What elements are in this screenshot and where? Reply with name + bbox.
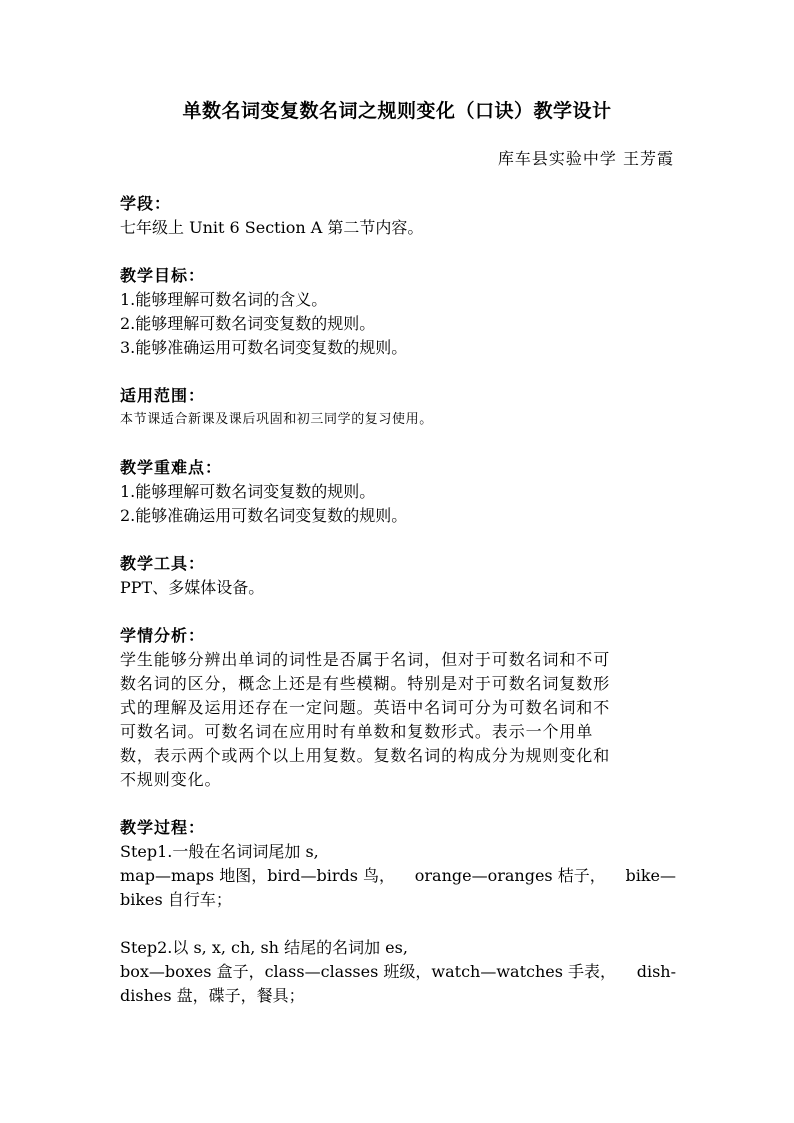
goal-item: 3.能够准确运用可数名词变复数的规则。 [120,338,408,357]
section-heading: 学情分析： [120,626,206,645]
vocab-row: bikes 自行车； [120,890,232,909]
paragraph-line: 不规则变化。 [120,770,222,789]
document-body [120,192,676,1032]
key-point-item: 1.能够理解可数名词变复数的规则。 [120,482,376,501]
vocab-segment: dish- [636,962,676,981]
key-point-item: 2.能够准确运用可数名词变复数的规则。 [120,506,408,525]
section-heading: 教学目标： [120,266,206,285]
section-scope [120,384,676,432]
section-line: PPT、多媒体设备。 [120,578,265,597]
page-title: 单数名词变复数名词之规则变化（口诀）教学设计 [182,100,612,122]
section-process [120,816,676,1008]
section-goals [120,264,676,360]
goal-item: 2.能够理解可数名词变复数的规则。 [120,314,376,333]
vocab-row [120,864,676,888]
vocab-segment: orange—oranges 桔子， [414,866,606,885]
paragraph-line: 学生能够分辨出单词的词性是否属于名词，但对于可数名词和不可 [120,650,611,669]
section-heading: 学段： [120,194,172,213]
paragraph-line: 数，表示两个或两个以上用复数。复数名词的构成分为规则变化和 [120,746,611,765]
section-stage [120,192,676,240]
vocab-row [120,960,676,984]
step-rule: Step1.一般在名词词尾加 s, [120,842,319,861]
section-line: 本节课适合新课及课后巩固和初三同学的复习使用。 [120,412,433,427]
paragraph-line: 数名词的区分，概念上还是有些模糊。特别是对于可数名词复数形 [120,674,611,693]
section-heading: 适用范围： [120,386,206,405]
vocab-row: dishes 盘，碟子，餐具； [120,986,305,1005]
section-tools [120,552,676,600]
vocab-segment: box—boxes 盒子，class—classes 班级，watch—watches 手表， [120,962,617,981]
section-analysis [120,624,676,792]
section-heading: 教学过程： [120,818,206,837]
author-line: 库车县实验中学 王芳霞 [497,149,674,168]
vocab-segment: map—maps 地图，bird—birds 鸟， [120,866,396,885]
section-key-points [120,456,676,528]
step-2 [120,936,676,1008]
goal-item: 1.能够理解可数名词的含义。 [120,290,328,309]
section-line: 七年级上 Unit 6 Section A 第二节内容。 [120,218,424,237]
section-heading: 教学工具： [120,554,206,573]
section-heading: 教学重难点： [120,458,223,477]
vocab-segment: bike— [625,866,676,885]
paragraph-line: 可数名词。可数名词在应用时有单数和复数形式。表示一个用单 [120,722,594,741]
paragraph-line: 式的理解及运用还存在一定问题。英语中名词可分为可数名词和不 [120,698,611,717]
step-rule: Step2.以 s, x, ch, sh 结尾的名词加 es, [120,938,408,957]
step-1 [120,840,676,912]
